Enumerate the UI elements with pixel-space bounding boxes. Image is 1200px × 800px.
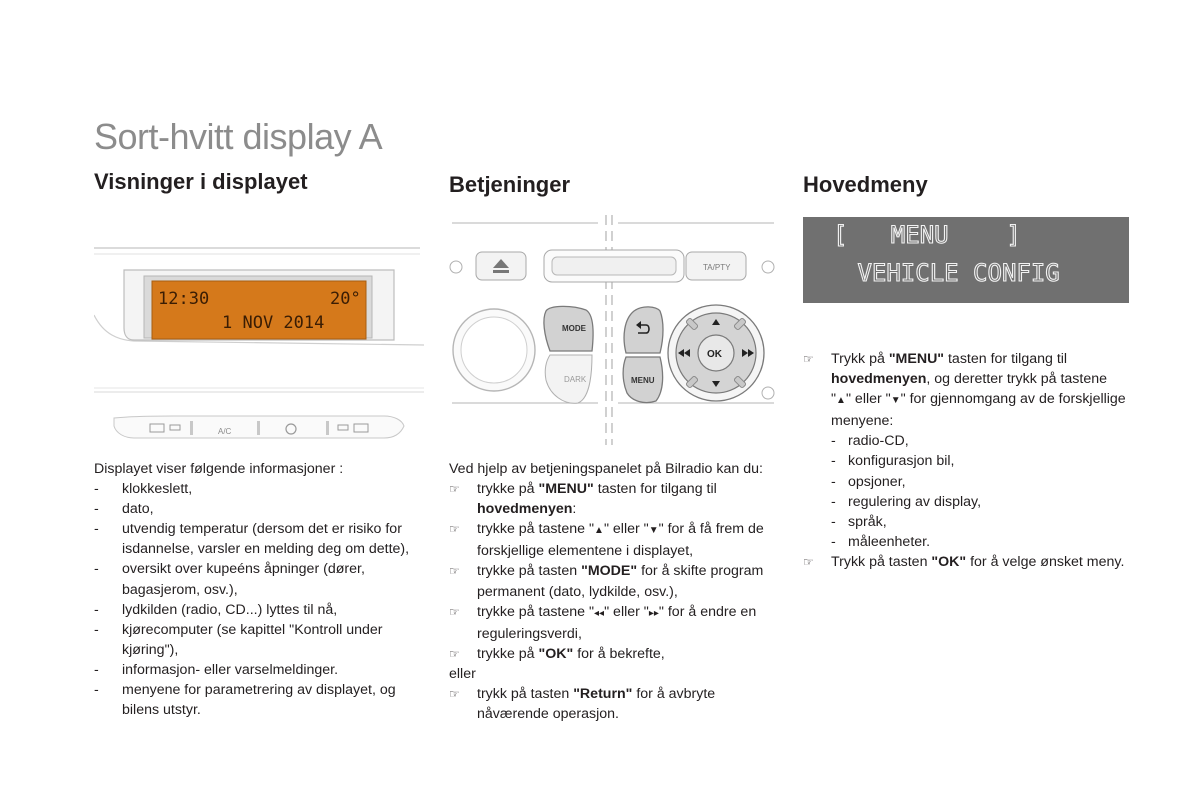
radio-control-panel-illustration <box>446 215 778 445</box>
pointing-hand-icon: ☞ <box>449 687 460 702</box>
ta-pty-label: TA/PTY <box>703 263 731 272</box>
pointing-hand-icon: ☞ <box>449 522 460 537</box>
list-item: - klokkeslett, <box>94 479 424 499</box>
col2-list-last <box>449 684 779 724</box>
section-heading-main-menu: Hovedmeny <box>803 172 928 197</box>
pointing-hand-icon: ☞ <box>803 554 814 569</box>
lcd-time: 12:30 <box>158 289 210 309</box>
page-title: Sort-hvitt display A <box>94 116 383 157</box>
list-item: ☞ trykke på "OK" for å bekrefte, <box>449 644 779 664</box>
list-item: - lydkilden (radio, CD...) lyttes til nå, <box>94 600 424 620</box>
list-item: - menyene for parametrering av displayet, og bilens utstyr. <box>94 680 424 720</box>
menu-screen-line2: VEHICLE CONFIG <box>843 259 1060 287</box>
menu-screen-line1: [ MENU ] <box>833 221 1021 249</box>
pointing-hand-icon: ☞ <box>449 646 460 661</box>
col1-text <box>94 459 424 720</box>
col3-list <box>803 349 1129 572</box>
lcd-temperature: 20° <box>330 289 361 309</box>
list-item: ☞ trykk på tasten "Return" for å avbryte nåværende operasjon. <box>449 686 716 723</box>
col3-text <box>803 349 1129 572</box>
col1-intro: Displayet viser følgende informasjoner : <box>94 461 344 477</box>
ok-label: OK <box>707 349 722 360</box>
lcd-date: 1 NOV 2014 <box>222 313 325 333</box>
col1-list <box>94 479 424 720</box>
list-item: - radio-CD, <box>831 431 1129 451</box>
list-item: ☞ trykke på "MENU" tasten for tilgang til hovedmenyen: <box>449 481 717 518</box>
menu-label: MENU <box>631 376 655 385</box>
pointing-hand-icon: ☞ <box>449 482 460 497</box>
col2-text <box>449 459 779 724</box>
mode-label: MODE <box>562 324 586 333</box>
dark-label: DARK <box>564 375 587 384</box>
list-item: - dato, <box>94 499 424 519</box>
list-item: ☞ trykke på tasten "MODE" for å skifte program permanent (dato, lydkilde, osv.), <box>449 563 764 600</box>
section-heading-controls: Betjeninger <box>449 172 571 197</box>
or-label: eller <box>449 665 476 682</box>
list-item: - oversikt over kupeéns åpninger (dører, bagasjerom, osv.), <box>94 559 424 599</box>
pointing-hand-icon: ☞ <box>449 604 460 619</box>
list-item: ☞ trykke på tastene "◂◂" eller "▸▸" for å endre en reguleringsverdi, <box>449 603 757 642</box>
list-item: - regulering av display, <box>831 492 1129 512</box>
col2-intro: Ved hjelp av betjeningspanelet på Bilradio kan du: <box>449 461 763 477</box>
list-item: - kjørecomputer (se kapittel "Kontroll under kjøring"), <box>94 620 424 660</box>
list-item: ☞ trykke på tastene "▲" eller "▼" for å få frem de forskjellige elementene i displayet, <box>449 521 764 560</box>
list-item: - informasjon- eller varselmeldinger. <box>94 660 424 680</box>
menu-screen <box>803 217 1129 303</box>
section-heading-displays: Visninger i displayet <box>94 169 308 194</box>
list-item: - utvendig temperatur (dersom det er risiko for isdannelse, varsler en melding deg om dette), <box>94 519 424 559</box>
list-item: ☞ Trykk på tasten "OK" for å velge ønsket meny. <box>803 552 1129 572</box>
list-item: - språk, <box>831 512 1129 532</box>
list-item: - måleenheter. <box>831 532 1129 552</box>
list-item: ☞ Trykk på "MENU" tasten for tilgang til hovedmenyen, og deretter trykk på tastene "▲" eller "▼" for gjennomgang av de forskjellige menyene: - radio-CD, - konfigurasjon bil, - opsjoner, - regulering av display, - språk, - måleenheter. <box>803 349 1129 552</box>
list-item: - konfigurasjon bil, <box>831 451 1129 471</box>
col2-list <box>449 479 779 664</box>
ac-label: A/C <box>218 427 232 436</box>
list-item: - opsjoner, <box>831 472 1129 492</box>
dashboard-display-illustration <box>94 240 424 450</box>
pointing-hand-icon: ☞ <box>803 352 814 366</box>
col3-sublist <box>831 431 1129 552</box>
pointing-hand-icon: ☞ <box>449 564 460 579</box>
